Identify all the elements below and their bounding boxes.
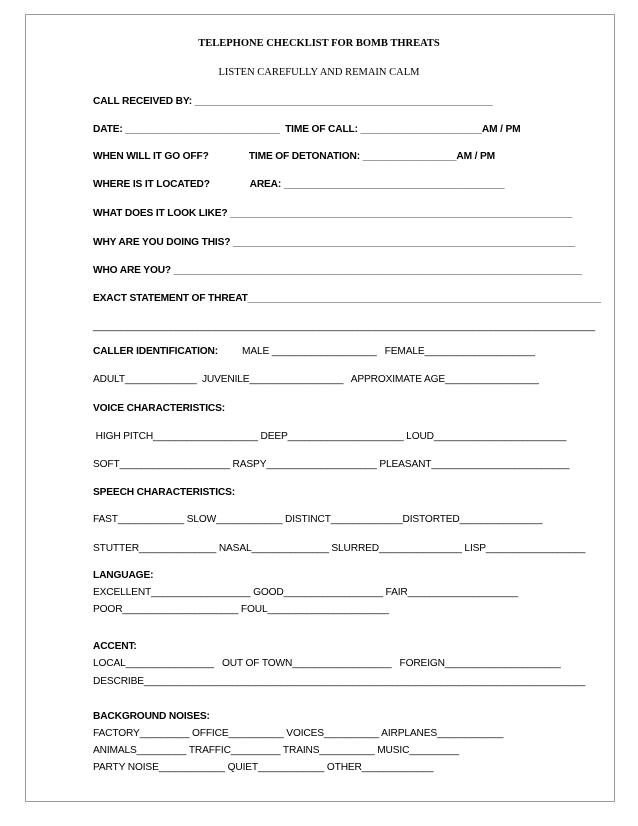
form-line-exact-statement[interactable]: EXACT STATEMENT OF THREAT________________________________________________________________ (93, 293, 601, 304)
form-line-bg-2[interactable]: ANIMALS_________ TRAFFIC_________ TRAINS__________ MUSIC_________ (93, 745, 459, 756)
form-subtitle: LISTEN CAREFULLY AND REMAIN CALM (218, 67, 420, 78)
form-line-what-look[interactable]: WHAT DOES IT LOOK LIKE? ______________________________________________________________ (93, 208, 573, 219)
form-line-call-received[interactable]: CALL RECEIVED BY: ______________________________________________________ (93, 96, 493, 107)
form-line-language-1[interactable]: EXCELLENT__________________ GOOD__________________ FAIR____________________ (93, 587, 518, 598)
form-line-where-area[interactable]: WHERE IS IT LOCATED? AREA: ________________________________________ (93, 179, 505, 190)
form-line-language-header: LANGUAGE: (93, 570, 154, 581)
form-line-age-line[interactable]: ADULT_____________ JUVENILE_________________ APPROXIMATE AGE_________________ (93, 374, 539, 385)
form-line-speech-2[interactable]: STUTTER______________ NASAL______________ SLURRED_______________ LISP__________________ (93, 543, 586, 554)
form-line-why-doing[interactable]: WHY ARE YOU DOING THIS? ______________________________________________________________ (93, 237, 575, 248)
form-line-background-header: BACKGROUND NOISES: (93, 711, 210, 722)
form-line-accent-header: ACCENT: (93, 641, 137, 652)
form-line-accent-2[interactable]: DESCRIBE________________________________________________________________________________ (93, 676, 586, 687)
form-line-when-detonation[interactable]: WHEN WILL IT GO OFF? TIME OF DETONATION: _________________AM / PM (93, 151, 495, 162)
form-title: TELEPHONE CHECKLIST FOR BOMB THREATS (198, 38, 440, 49)
caller-gender-fields[interactable]: MALE ___________________ FEMALE____________________ (242, 346, 535, 357)
form-line-voice-1[interactable]: HIGH PITCH___________________ DEEP_____________________ LOUD________________________ (93, 431, 567, 442)
form-line-accent-1[interactable]: LOCAL________________ OUT OF TOWN__________________ FOREIGN_____________________ (93, 658, 561, 669)
form-line-who-are-you[interactable]: WHO ARE YOU? __________________________________________________________________________ (93, 265, 582, 276)
form-line-voice-header: VOICE CHARACTERISTICS: (93, 403, 225, 414)
form-line-blank-line[interactable]: ___________________________________________________________________________________________ (93, 321, 595, 332)
form-line-speech-header: SPEECH CHARACTERISTICS: (93, 487, 236, 498)
form-line-bg-3[interactable]: PARTY NOISE____________ QUIET____________ OTHER_____________ (93, 762, 434, 773)
form-line-speech-1[interactable]: FAST____________ SLOW____________ DISTINCT_____________DISTORTED_______________ (93, 514, 543, 525)
form-line-date-time[interactable]: DATE: ____________________________ TIME OF CALL: ______________________AM / PM (93, 124, 521, 135)
form-line-voice-2[interactable]: SOFT____________________ RASPY____________________ PLEASANT_________________________ (93, 459, 570, 470)
form-line-language-2[interactable]: POOR_____________________ FOUL______________________ (93, 604, 389, 615)
form-line-caller-id[interactable]: CALLER IDENTIFICATION: (93, 346, 218, 357)
form-line-bg-1[interactable]: FACTORY_________ OFFICE__________ VOICES__________ AIRPLANES____________ (93, 728, 504, 739)
